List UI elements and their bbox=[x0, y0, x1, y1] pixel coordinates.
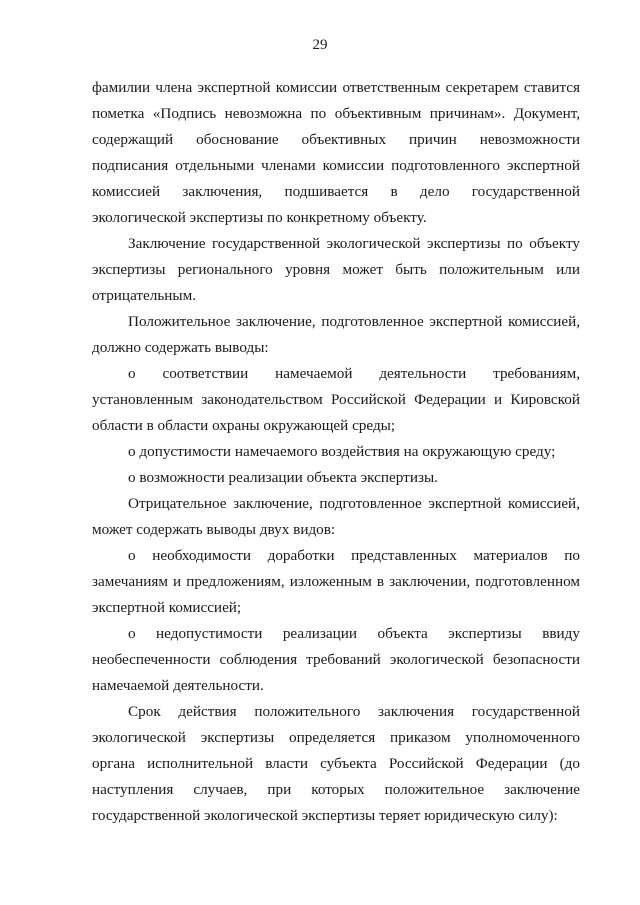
list-item-compliance: о соответствии намечаемой деятельности требованиям, установленным законодательством Российской Федерации и Кировской области в области охраны окружающей среды; bbox=[92, 365, 580, 434]
paragraph-conclusion-types: Заключение государственной экологической экспертизы по объекту экспертизы регионального уровня может быть положительным или отрицательным. bbox=[92, 235, 580, 304]
paragraph-positive-conclusion: Положительное заключение, подготовленное экспертной комиссией, должно содержать выводы: bbox=[92, 313, 580, 356]
paragraph-continuation: фамилии члена экспертной комиссии ответственным секретарем ставится пометка «Подпись невозможна по объективным причинам». Документ, содержащий обоснование объективных причин невозможности подписания отдельными членами комиссии подготовленного экспертной комиссией заключения, подшивается в дело государственной экологической экспертизы по конкретному объекту. bbox=[92, 79, 580, 226]
list-item-revision: о необходимости доработки представленных материалов по замечаниям и предложениям, изложенным в заключении, подготовленном экспертной комиссией; bbox=[92, 547, 580, 616]
list-item-admissibility: о допустимости намечаемого воздействия на окружающую среду; bbox=[128, 443, 556, 460]
document-body bbox=[92, 75, 580, 829]
paragraph-validity-period: Срок действия положительного заключения государственной экологической экспертизы определяется приказом уполномоченного органа исполнительной власти субъекта Российской Федерации (до наступления случаев, при которых положительное заключение государственной экологической экспертизы теряет юридическую силу): bbox=[92, 703, 580, 824]
list-item-inadmissibility: о недопустимости реализации объекта экспертизы ввиду необеспеченности соблюдения требований экологической безопасности намечаемой деятельности. bbox=[92, 625, 580, 694]
paragraph-negative-conclusion: Отрицательное заключение, подготовленное экспертной комиссией, может содержать выводы двух видов: bbox=[92, 495, 580, 538]
page-number: 29 bbox=[312, 37, 328, 53]
list-item-feasibility: о возможности реализации объекта экспертизы. bbox=[128, 469, 438, 486]
